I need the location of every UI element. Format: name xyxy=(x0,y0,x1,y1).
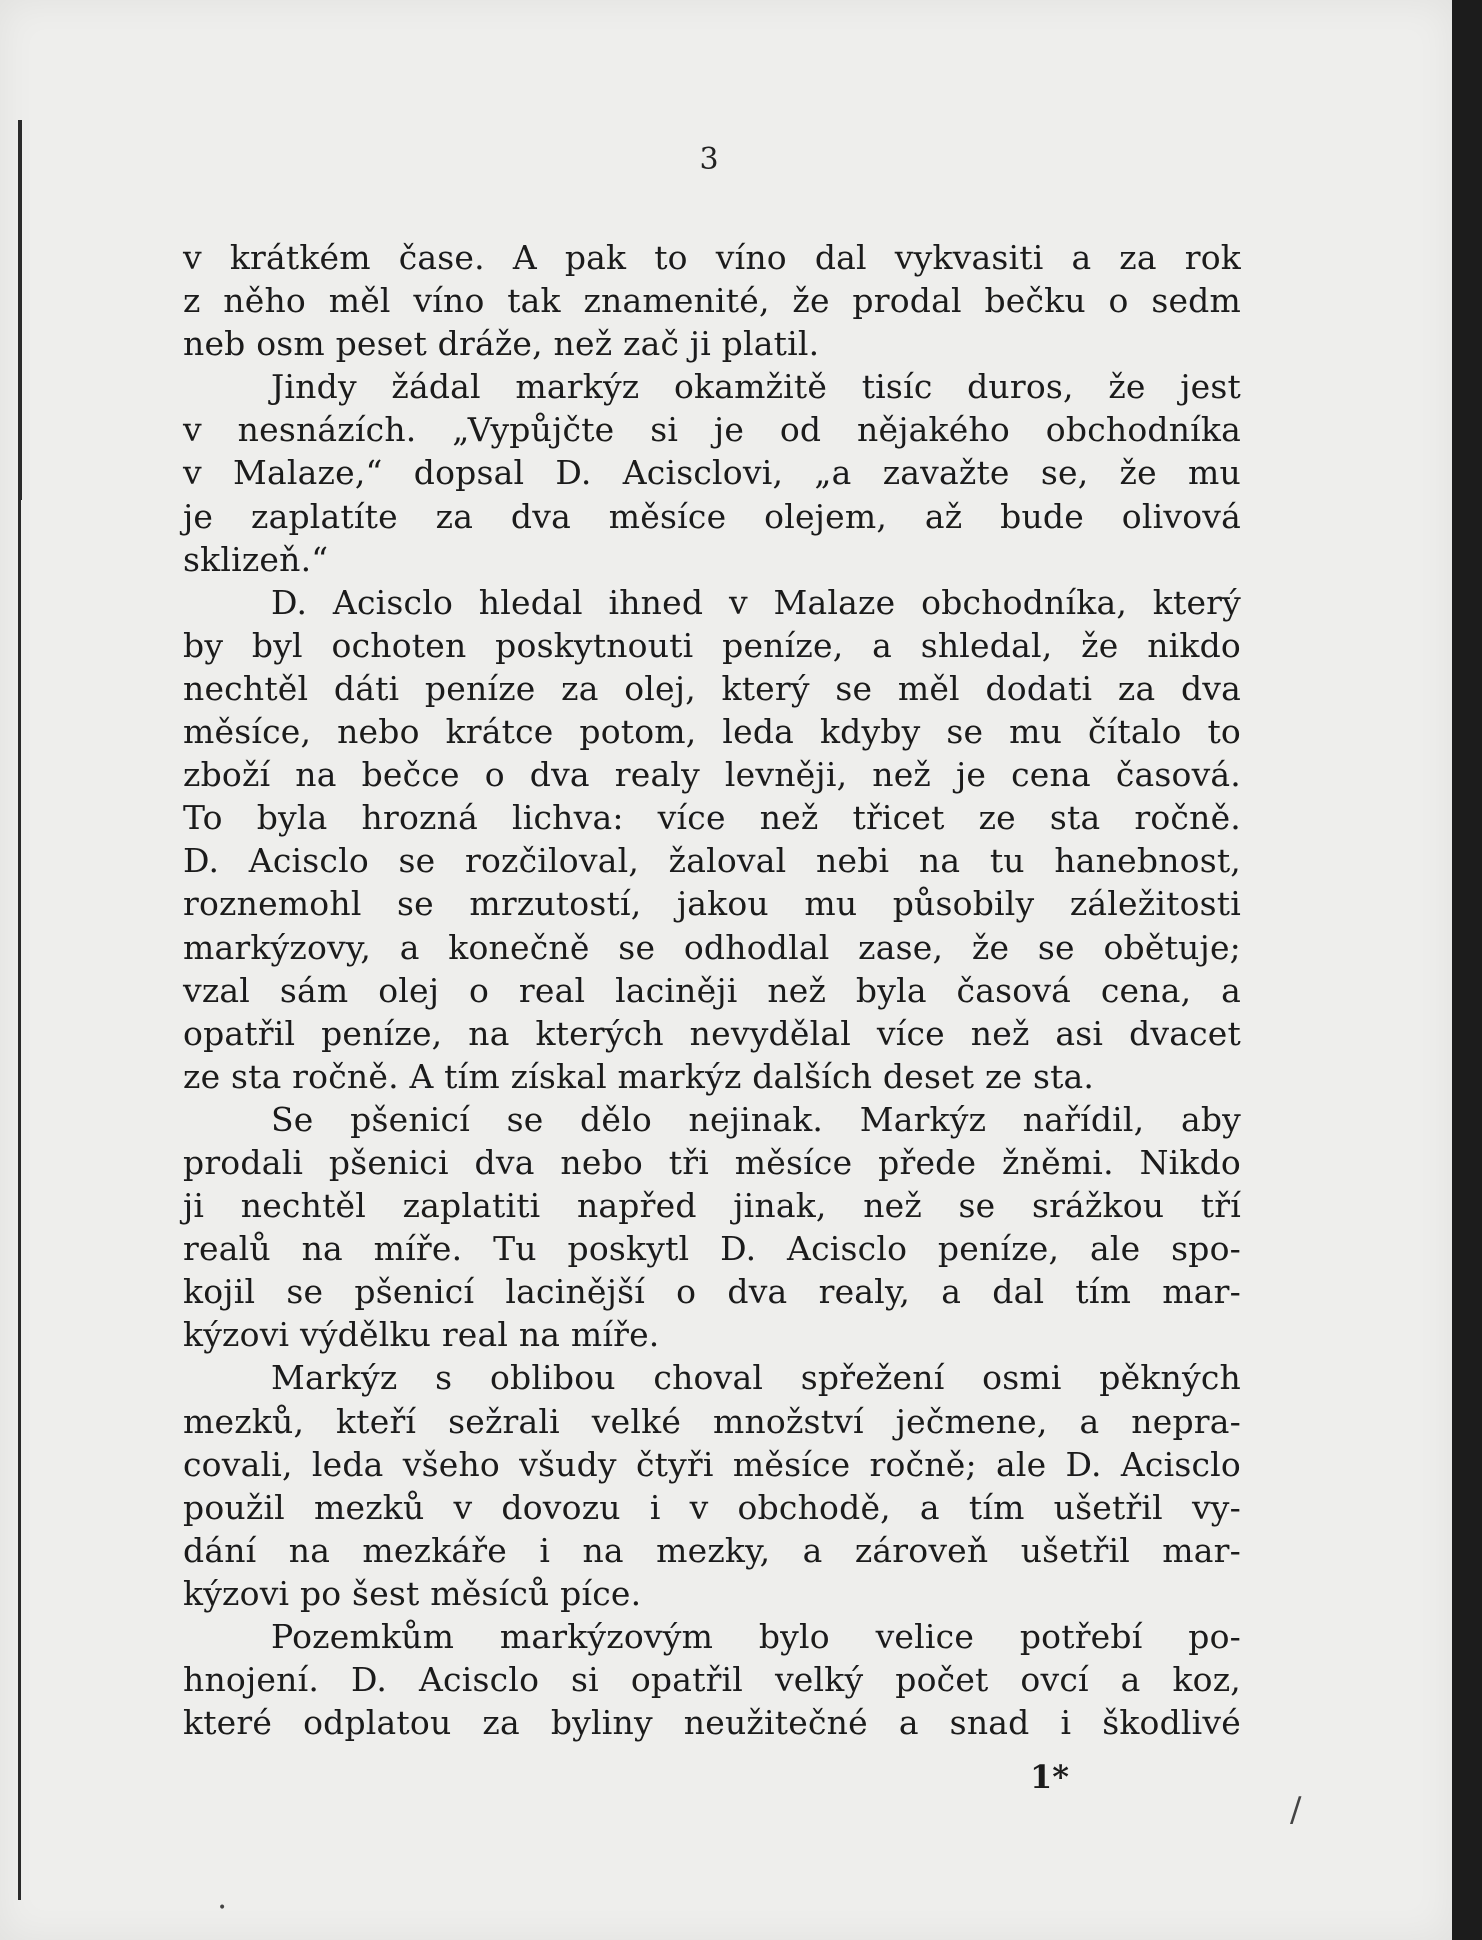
text-line: kýzovi po šest měsíců píce. xyxy=(183,1573,642,1613)
text-line: dání na mezkáře i na mezky, a zároveň ušetřil mar- xyxy=(183,1530,1241,1570)
text-line: mezků, kteří sežrali velké množství ječmene, a nepra- xyxy=(183,1401,1241,1441)
text-line: které odplatou za byliny neužitečné a snad i škodlivé xyxy=(183,1703,1241,1743)
text-line: nechtěl dáti peníze za olej, který se měl dodati za dva xyxy=(183,668,1241,708)
text-line: zboží na bečce o dva realy levněji, než je cena časová. xyxy=(183,755,1241,795)
scan-border xyxy=(1452,0,1482,1940)
text-line: v Malaze,“ dopsal D. Acisclovi, „a zavažte se, že mu xyxy=(183,453,1241,493)
text-line: neb osm peset dráže, než zač ji platil. xyxy=(183,324,820,364)
text-line: hnojení. D. Acisclo si opatřil velký počet ovcí a koz, xyxy=(183,1660,1241,1700)
page-number: 3 xyxy=(699,142,719,177)
text-line: kýzovi výdělku real na míře. xyxy=(183,1315,660,1355)
text-line: Se pšenicí se dělo nejinak. Markýz nařídil, aby xyxy=(271,1099,1241,1139)
text-line: D. Acisclo hledal ihned v Malaze obchodníka, který xyxy=(271,582,1241,622)
text-line: by byl ochoten poskytnouti peníze, a shledal, že nikdo xyxy=(183,625,1241,665)
text-line: ji nechtěl zaplatiti napřed jinak, než se srážkou tří xyxy=(183,1186,1241,1226)
stray-mark: / xyxy=(1290,1790,1302,1830)
text-line: markýzovy, a konečně se odhodlal zase, že se obětuje; xyxy=(183,927,1241,967)
text-line: To byla hrozná lichva: více než třicet ze sta ročně. xyxy=(183,798,1241,838)
binding-edge-mark xyxy=(18,120,22,500)
text-line: měsíce, nebo krátce potom, leda kdyby se mu čítalo to xyxy=(183,712,1241,752)
stray-dot: • xyxy=(218,1900,227,1916)
text-line: kojil se pšenicí lacinější o dva realy, a dal tím mar- xyxy=(183,1272,1241,1312)
text-line: Pozemkům markýzovým bylo velice potřebí po- xyxy=(271,1617,1241,1656)
text-line: v nesnázích. „Vypůjčte si je od nějakého obchodníka xyxy=(183,410,1241,450)
binding-edge-line xyxy=(18,500,21,1900)
body-text xyxy=(183,236,1241,1744)
text-line: sklizeň.“ xyxy=(183,539,329,579)
text-line: realů na míře. Tu poskytl D. Acisclo peníze, ale spo- xyxy=(183,1229,1241,1269)
signature-mark: 1* xyxy=(1030,1758,1069,1796)
text-line: v krátkém čase. A pak to víno dal vykvasiti a za rok xyxy=(183,238,1241,277)
text-line: použil mezků v dovozu i v obchodě, a tím ušetřil vy- xyxy=(183,1487,1241,1527)
text-line: covali, leda všeho všudy čtyři měsíce ročně; ale D. Acisclo xyxy=(183,1444,1241,1484)
text-line: Markýz s oblibou choval spřežení osmi pěkných xyxy=(271,1358,1241,1398)
text-line: Jindy žádal markýz okamžitě tisíc duros, že jest xyxy=(271,367,1241,407)
text-line: roznemohl se mrzutostí, jakou mu působily záležitosti xyxy=(183,884,1241,924)
text-line: D. Acisclo se rozčiloval, žaloval nebi na tu hanebnost, xyxy=(183,841,1241,881)
text-line: vzal sám olej o real laciněji než byla časová cena, a xyxy=(183,970,1241,1010)
text-line: je zaplatíte za dva měsíce olejem, až bude olivová xyxy=(183,496,1241,536)
text-line: ze sta ročně. A tím získal markýz dalších deset ze sta. xyxy=(183,1056,1095,1096)
text-line: prodali pšenici dva nebo tři měsíce přede žněmi. Nikdo xyxy=(183,1142,1241,1182)
text-line: opatřil peníze, na kterých nevydělal více než asi dvacet xyxy=(183,1013,1241,1053)
text-line: z něho měl víno tak znamenité, že prodal bečku o sedm xyxy=(183,281,1241,321)
